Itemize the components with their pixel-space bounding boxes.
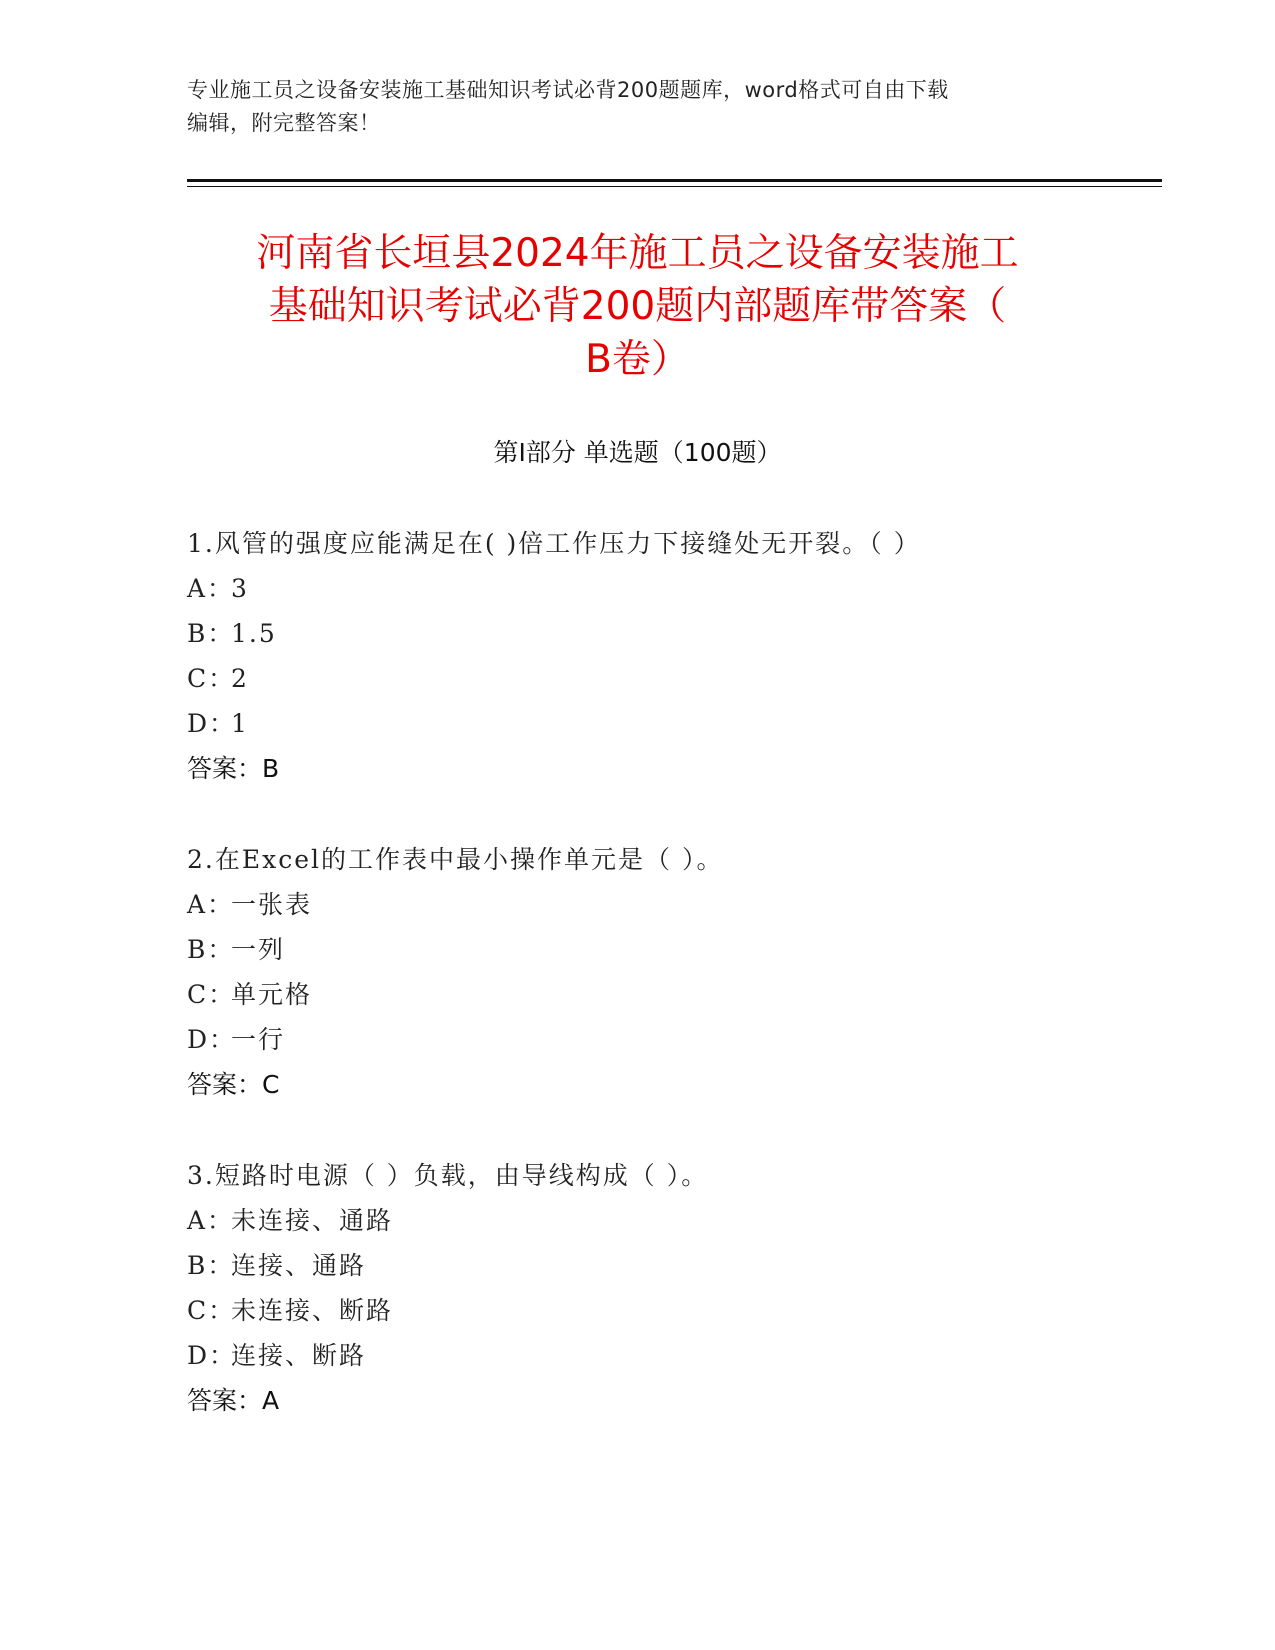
option-a [187, 566, 1087, 611]
question-2 [187, 837, 1087, 1107]
document-title-line-2: 基础知识考试必背200题内部题库带答案（ [268, 284, 1007, 329]
option-key: B： [187, 935, 235, 964]
option-a [187, 1198, 1087, 1243]
option-d [187, 1017, 1087, 1062]
option-key: D： [187, 709, 237, 738]
question-stem: 1.风管的强度应能满足在( )倍工作压力下接缝处无开裂。（ ） [187, 529, 921, 558]
option-key: D： [187, 1341, 237, 1370]
option-text: 2 [231, 664, 249, 693]
option-text: 单元格 [231, 980, 313, 1009]
document-title-line-1: 河南省长垣县2024年施工员之设备安装施工 [256, 231, 1019, 276]
question-3 [187, 1153, 1087, 1423]
option-text: 连接、断路 [231, 1341, 367, 1370]
question-stem: 3.短路时电源（ ）负载，由导线构成（ ）。 [187, 1161, 709, 1190]
document-title-line-3: B卷） [585, 337, 690, 382]
option-key: B： [187, 1251, 235, 1280]
answer-line: 答案：C [187, 1070, 280, 1099]
option-b [187, 927, 1087, 972]
answer-line: 答案：A [187, 1386, 280, 1415]
option-text: 3 [231, 574, 249, 603]
option-text: 一张表 [231, 890, 313, 919]
option-text: 未连接、通路 [231, 1206, 394, 1235]
option-key: A： [187, 1206, 235, 1235]
option-key: B： [187, 619, 235, 648]
option-b [187, 1243, 1087, 1288]
option-a [187, 882, 1087, 927]
section-heading: 第I部分 单选题（100题） [493, 438, 782, 467]
option-key: C： [187, 664, 236, 693]
option-d [187, 1333, 1087, 1378]
option-d [187, 701, 1087, 746]
option-c [187, 1288, 1087, 1333]
option-text: 1.5 [231, 619, 277, 648]
option-text: 连接、通路 [231, 1251, 367, 1280]
document-title [150, 227, 1125, 386]
header-rule-thick [187, 179, 1162, 182]
option-c [187, 656, 1087, 701]
option-key: A： [187, 574, 235, 603]
question-stem: 2.在Excel的工作表中最小操作单元是（ ）。 [187, 845, 724, 874]
option-text: 未连接、断路 [231, 1296, 394, 1325]
option-key: D： [187, 1025, 237, 1054]
header-rule-thin [187, 186, 1162, 187]
option-key: A： [187, 890, 235, 919]
option-text: 1 [231, 709, 249, 738]
answer-line: 答案：B [187, 754, 280, 783]
option-c [187, 972, 1087, 1017]
option-key: C： [187, 980, 236, 1009]
option-text: 一行 [231, 1025, 286, 1054]
option-text: 一列 [231, 935, 286, 964]
option-b [187, 611, 1087, 656]
header-note-line-1: 专业施工员之设备安装施工基础知识考试必背200题题库，word格式可自由下载 [187, 78, 949, 102]
header-note-line-2: 编辑，附完整答案！ [187, 111, 381, 135]
option-key: C： [187, 1296, 236, 1325]
header-note [187, 74, 1087, 140]
question-1 [187, 521, 1087, 791]
